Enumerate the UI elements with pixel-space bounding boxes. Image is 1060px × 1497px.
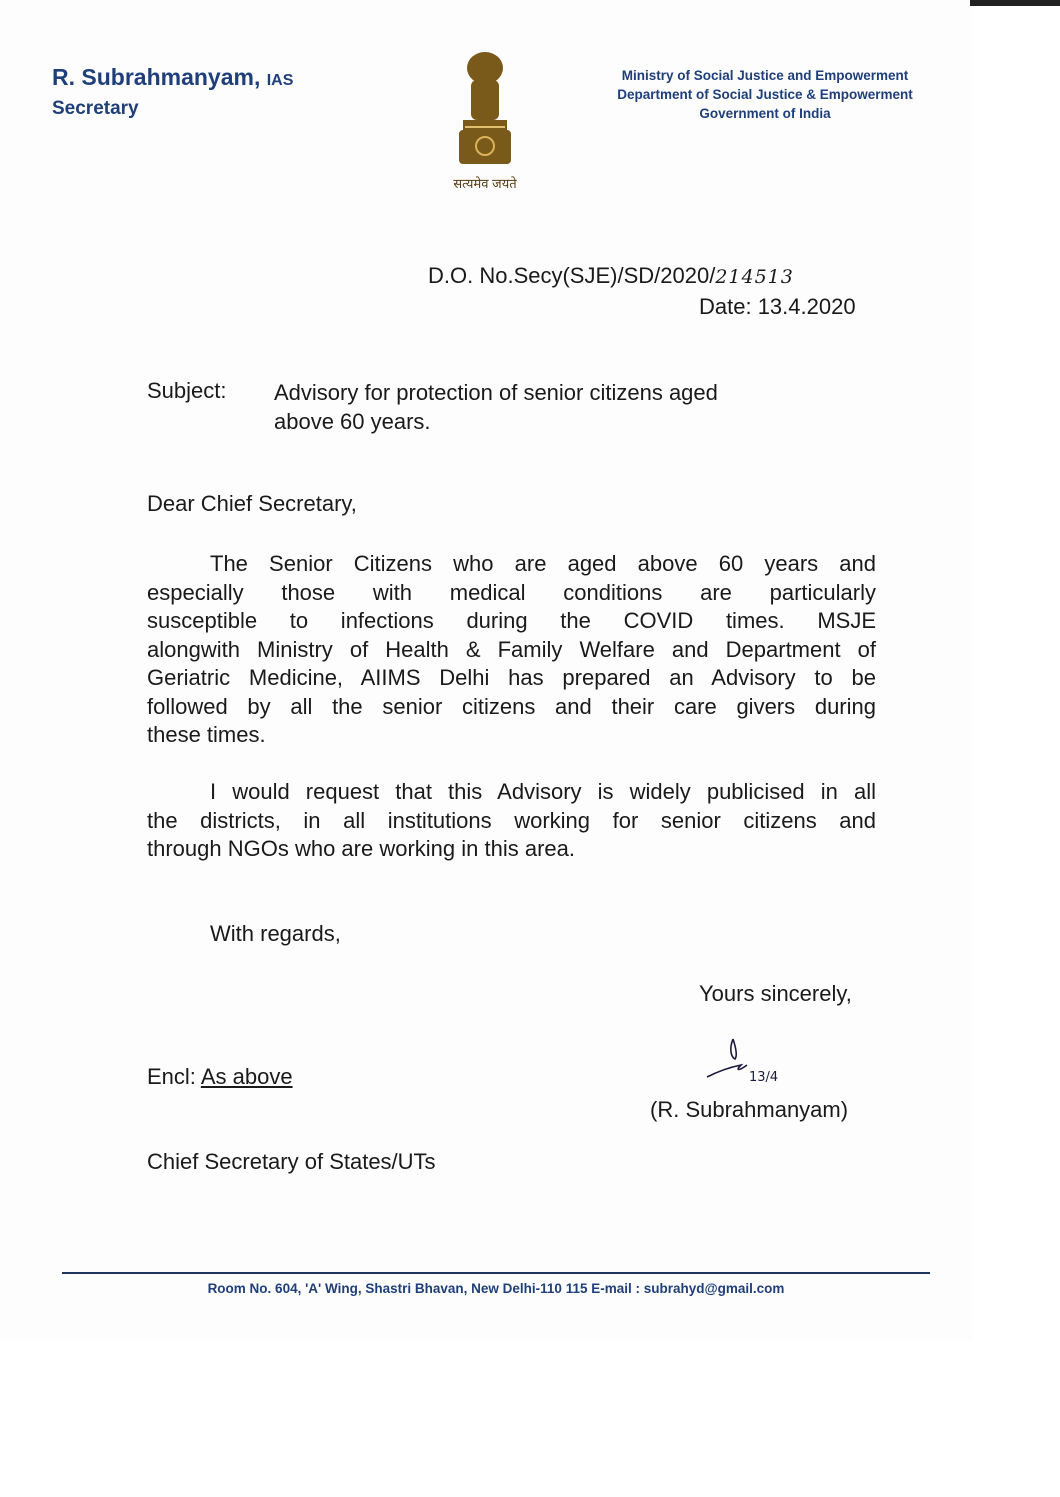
paragraph-1: The Senior Citizens who are aged above 60 years and especially those with medical conditions are particularly susceptible to infections during the COVID times. MSJE alongwith Ministry of Health & Family Welfare and Department of Geriatric Medicine, AIIMS Delhi has prepared an Advisory to be followed by all the senior citizens and their care givers during these times.	[147, 551, 876, 747]
footer-address: Room No. 604, 'A' Wing, Shastri Bhavan, New Delhi-110 115 E-mail : subrahyd@gmail.com	[207, 1281, 785, 1296]
salutation: Dear Chief Secretary,	[147, 491, 357, 516]
addressee: Chief Secretary of States/UTs	[147, 1149, 436, 1174]
department-name: Department of Social Justice & Empowerment	[617, 87, 913, 102]
sender-name: R. Subrahmanyam, IAS	[52, 64, 294, 90]
svg-text:13/4: 13/4	[749, 1070, 779, 1085]
letter-date: Date: 13.4.2020	[699, 294, 856, 319]
ministry-name: Ministry of Social Justice and Empowerment	[621, 68, 909, 83]
closing: With regards,	[210, 921, 341, 946]
emblem-motto: सत्यमेव जयते	[453, 176, 517, 191]
paragraph-2: I would request that this Advisory is widely publicised in all the districts, in all institutions working for senior citizens and through NGOs who are working in this area.	[147, 779, 876, 861]
footer-divider	[62, 1272, 930, 1274]
government-name: Government of India	[699, 106, 831, 121]
national-emblem-icon	[445, 46, 525, 196]
ministry-block	[585, 66, 945, 123]
sender-designation: Secretary	[52, 98, 139, 119]
do-number: D.O. No.Secy(SJE)/SD/2020/214513	[428, 263, 794, 288]
signatory-name: (R. Subrahmanyam)	[650, 1097, 849, 1122]
signature	[705, 1035, 779, 1085]
sign-off: Yours sincerely,	[699, 981, 852, 1006]
subject-label: Subject:	[147, 378, 227, 403]
enclosure: Encl: As above	[147, 1064, 293, 1089]
scan-edge	[970, 0, 1060, 6]
subject-text: Advisory for protection of senior citizens aged above 60 years.	[274, 380, 718, 434]
